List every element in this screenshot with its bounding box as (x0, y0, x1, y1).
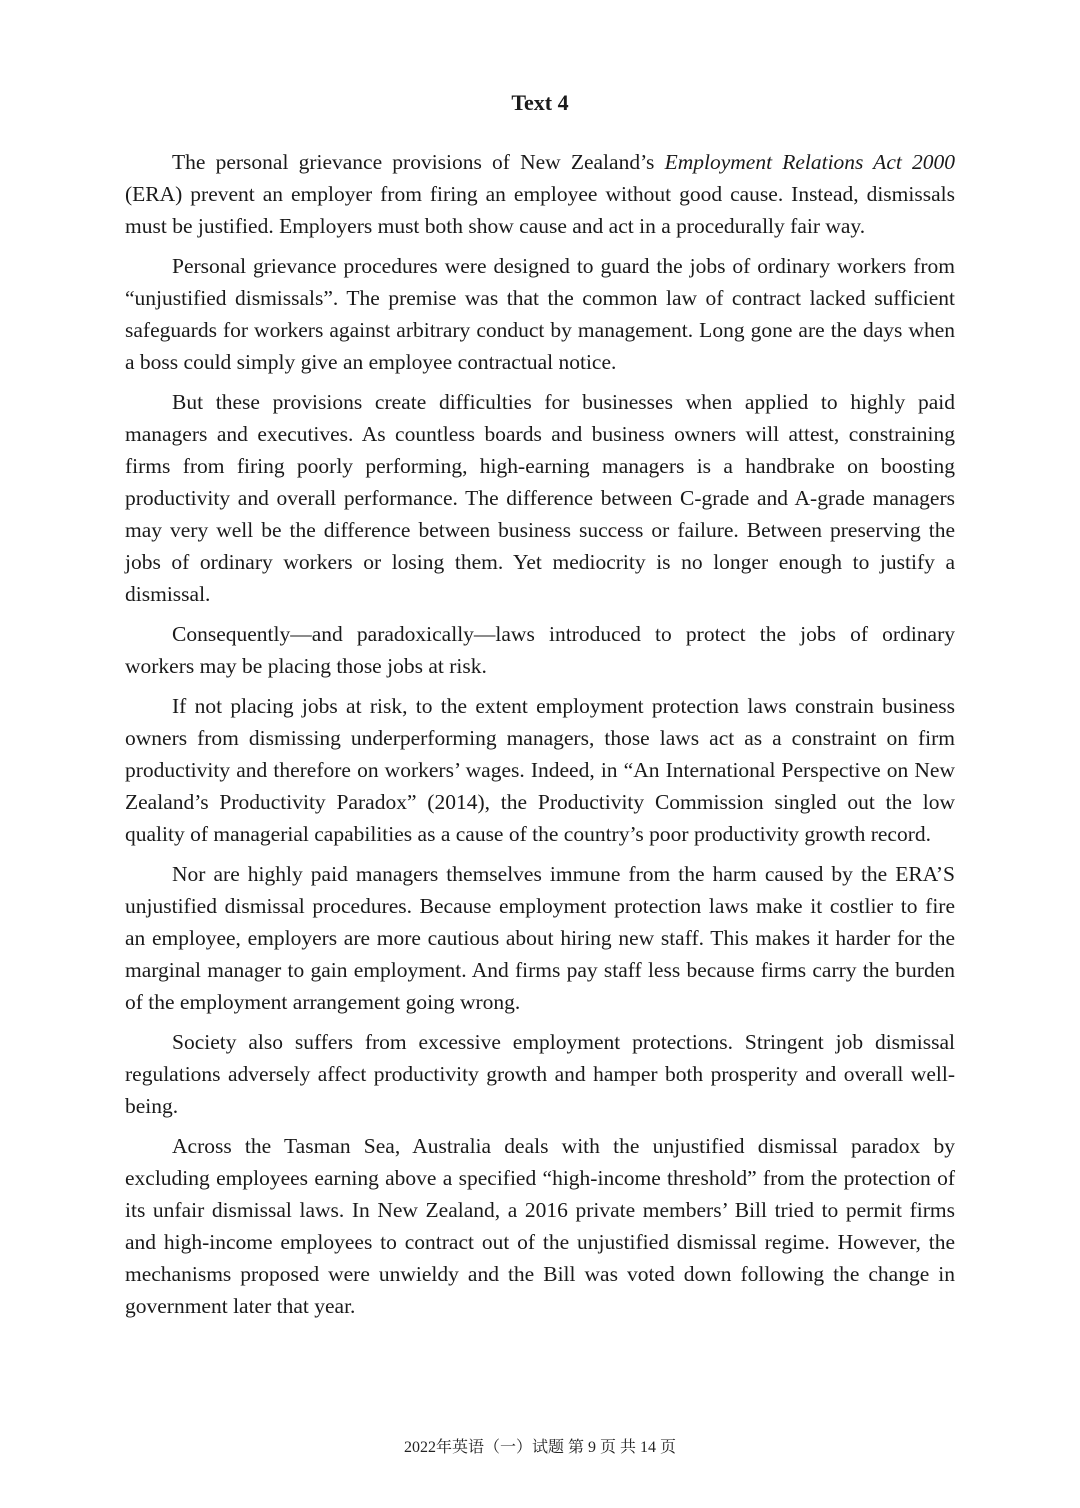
page-footer: 2022年英语（一）试题 第 9 页 共 14 页 (403, 1439, 676, 1456)
paragraph-4: Consequently—and paradoxically—laws introduced to protect the jobs of ordinary workers may be placing those jobs at risk. (125, 622, 955, 679)
act-title-italic: Employment Relations Act 2000 (664, 150, 955, 175)
paragraph-1 (125, 146, 955, 242)
paragraph-1-text-start: The personal grievance provisions of New Zealand’s (172, 150, 665, 175)
paragraph-6: Nor are highly paid managers themselves immune from the harm caused by the ERA’S unjustified dismissal procedures. Because employment protection laws make it costlier to fire an employee, employers are more cautious about hiring new staff. This makes it harder for the marginal manager to gain employment. And firms pay staff less because firms carry the burden of the employment arrangement going wrong. (125, 862, 955, 1015)
paragraph-8: Across the Tasman Sea, Australia deals with the unjustified dismissal paradox by excluding employees earning above a specified “high-income threshold” from the protection of its unfair dismissal laws. In New Zealand, a 2016 private members’ Bill tried to permit firms and high-income employees to contract out of the unjustified dismissal regime. However, the mechanisms proposed were unwieldy and the Bill was voted down following the change in government later that year. (125, 1134, 955, 1319)
document-title: Text 4 (511, 90, 569, 115)
paragraph-7: Society also suffers from excessive employment protections. Stringent job dismissal regulations adversely affect productivity growth and hamper both prosperity and overall well-being. (125, 1030, 955, 1119)
paragraph-3: But these provisions create difficulties for businesses when applied to highly paid managers and executives. As countless boards and business owners will attest, constraining firms from firing poorly performing, high-earning managers is a handbrake on boosting productivity and overall performance. The difference between C-grade and A-grade managers may very well be the difference between business success or failure. Between preserving the jobs of ordinary workers or losing them. Yet mediocrity is no longer enough to justify a dismissal. (125, 390, 955, 607)
paragraph-1-text-end: (ERA) prevent an employer from firing an employee without good cause. Instead, dismissals must be justified. Employers must both show cause and act in a procedurally fair way. (125, 182, 955, 239)
paragraph-5: If not placing jobs at risk, to the extent employment protection laws constrain business owners from dismissing underperforming managers, those laws act as a constraint on firm productivity and therefore on workers’ wages. Indeed, in “An International Perspective on New Zealand’s Productivity Paradox” (2014), the Productivity Commission singled out the low quality of managerial capabilities as a cause of the country’s poor productivity growth record. (125, 694, 955, 847)
document-page (125, 90, 955, 1330)
paragraph-2: Personal grievance procedures were designed to guard the jobs of ordinary workers from “unjustified dismissals”. The premise was that the common law of contract lacked sufficient safeguards for workers against arbitrary conduct by management. Long gone are the days when a boss could simply give an employee contractual notice. (125, 254, 955, 375)
